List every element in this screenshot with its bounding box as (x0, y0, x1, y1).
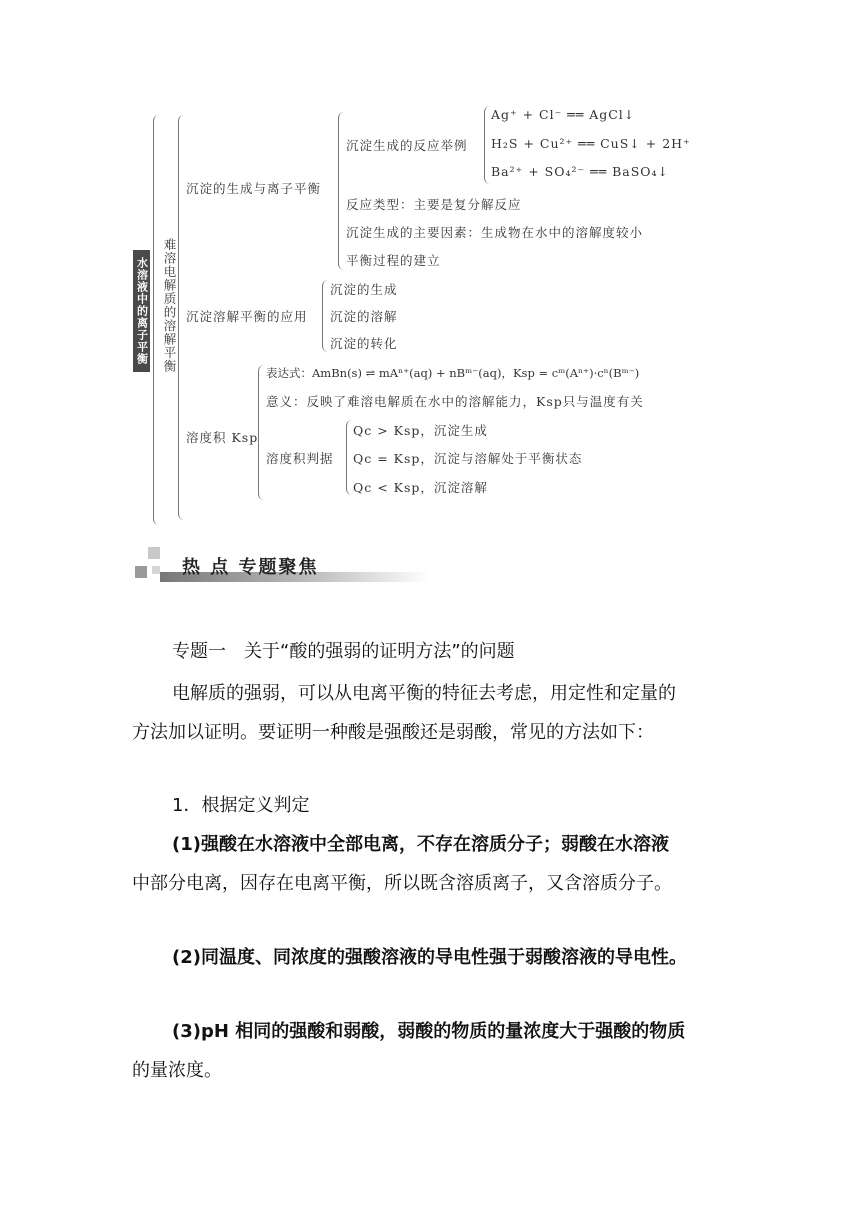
branch2-item-2: 沉淀的溶解 (330, 309, 398, 324)
branch1-sublabel: 沉淀生成的反应举例 (346, 138, 468, 153)
level1-brace (178, 115, 185, 520)
banner-square-3 (152, 566, 160, 574)
reaction-3: Ba²⁺ + SO₄²⁻ ══ BaSO₄↓ (491, 164, 670, 179)
item1-line-2: 中部分电离，因存在电离平衡，所以既含溶质离子，又含溶质分子。 (132, 873, 672, 894)
reactions-brace (484, 106, 490, 184)
topic-title: 专题一 关于“酸的强弱的证明方法”的问题 (172, 641, 515, 662)
item1-line-1: (1)强酸在水溶液中全部电离，不存在溶质分子；弱酸在水溶液 (172, 834, 669, 855)
criterion-2: Qc = Ksp，沉淀与溶解处于平衡状态 (353, 451, 583, 466)
banner-title: 热 点 专题聚焦 (182, 557, 319, 578)
map-root (133, 250, 150, 372)
intro-line-2: 方法加以证明。要证明一种酸是强酸还是弱酸，常见的方法如下： (132, 722, 654, 743)
reaction-2: H₂S + Cu²⁺ ══ CuS↓ + 2H⁺ (491, 136, 691, 151)
intro-line-1: 电解质的强弱，可以从电离平衡的特征去考虑，用定性和定量的 (172, 683, 676, 704)
branch1-item-2: 沉淀生成的主要因素：生成物在水中的溶解度较小 (346, 225, 644, 240)
branch3-brace (258, 365, 265, 500)
ksp-meaning: 意义：反映了难溶电解质在水中的溶解能力，Ksp只与温度有关 (266, 394, 644, 409)
item3-line-1: (3)pH 相同的强酸和弱酸，弱酸的物质的量浓度大于强酸的物质 (172, 1021, 686, 1042)
branch1-brace (338, 112, 345, 270)
criterion-3: Qc < Ksp，沉淀溶解 (353, 480, 488, 495)
branch1-label: 沉淀的生成与离子平衡 (186, 181, 322, 196)
branch2-brace (322, 280, 329, 352)
item2-line-1: (2)同温度、同浓度的强酸溶液的导电性强于弱酸溶液的导电性。 (172, 947, 687, 968)
branch3-label: 溶度积 Ksp (186, 430, 259, 445)
criteria-brace (346, 420, 352, 495)
level1-label: 难溶电解质的溶解平衡 (162, 238, 177, 373)
criterion-label: 溶度积判据 (266, 451, 334, 466)
root-brace (153, 115, 160, 525)
reaction-1: Ag⁺ + Cl⁻ ══ AgCl↓ (491, 107, 636, 122)
banner-square-2 (135, 566, 147, 578)
criterion-1: Qc > Ksp，沉淀生成 (353, 423, 488, 438)
item3-line-2: 的量浓度。 (132, 1060, 222, 1081)
ksp-expression: 表达式：AmBn(s) ⇌ mAⁿ⁺(aq) + nBᵐ⁻(aq)，Ksp = cᵐ(Aⁿ⁺)·cⁿ(Bᵐ⁻) (266, 366, 640, 380)
branch2-item-3: 沉淀的转化 (330, 336, 398, 351)
branch2-label: 沉淀溶解平衡的应用 (186, 309, 308, 324)
banner-square-1 (148, 547, 160, 559)
method-heading: 1．根据定义判定 (172, 795, 310, 816)
branch2-item-1: 沉淀的生成 (330, 282, 398, 297)
branch1-item-1: 反应类型：主要是复分解反应 (346, 197, 522, 212)
branch1-item-3: 平衡过程的建立 (346, 253, 441, 268)
map-root-label: 水溶液中的离子平衡 (135, 257, 149, 365)
